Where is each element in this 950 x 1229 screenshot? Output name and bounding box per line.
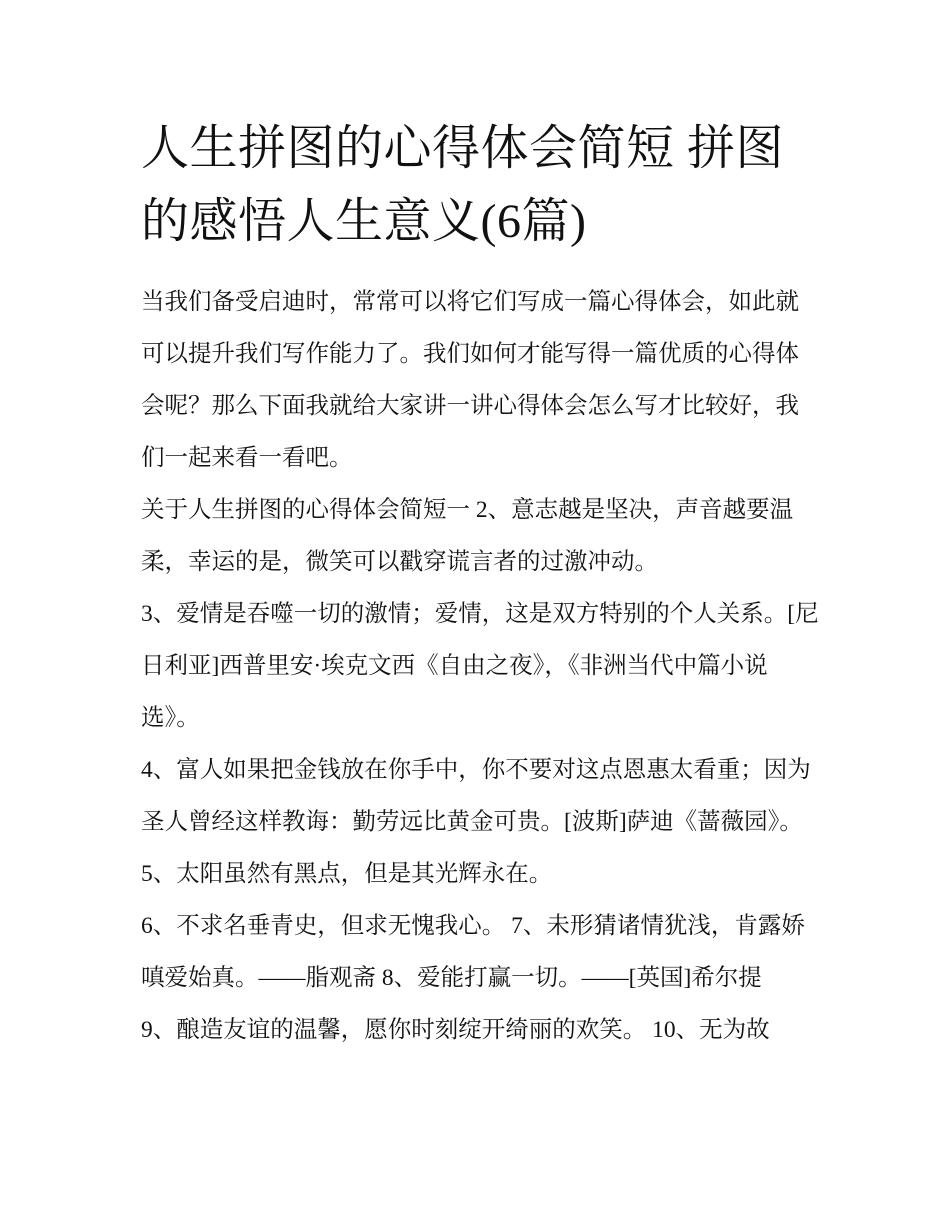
paragraph-4: 4、富人如果把金钱放在你手中，你不要对这点恩惠太看重；因为圣人曾经这样教诲：勤劳远比黄金可贵。[波斯]萨迪《蔷薇园》。 5、太阳虽然有黑点，但是其光辉永在。 — [141, 757, 811, 887]
paragraph-3: 3、爱情是吞噬一切的激情；爱情，这是双方特别的个人关系。[尼日利亚]西普里安·埃克文西《自由之夜》，《非洲当代中篇小说选》。 — [141, 601, 819, 731]
paragraph-6: 9、酿造友谊的温馨，愿你时刻绽开绮丽的欢笑。 10、无为故 — [141, 1017, 770, 1043]
document-title: 人生拼图的心得体会简短 拼图的感悟人生意义(6篇) — [141, 122, 785, 248]
paragraph-2: 关于人生拼图的心得体会简短一 2、意志越是坚决，声音越要温柔，幸运的是，微笑可以戳穿谎言者的过激冲动。 — [141, 497, 794, 575]
paragraph-intro: 当我们备受启迪时，常常可以将它们写成一篇心得体会，如此就可以提升我们写作能力了。我们如何才能写得一篇优质的心得体会呢？那么下面我就给大家讲一讲心得体会怎么写才比较好，我们一起来看一看吧。 — [141, 289, 799, 471]
paragraph-5: 6、不求名垂青史，但求无愧我心。 7、未形猜诸情犹浅，肯露娇嗔爱始真。——脂观斋 8、爱能打赢一切。——[英国]希尔提 — [141, 913, 805, 991]
document-body — [141, 276, 821, 1056]
